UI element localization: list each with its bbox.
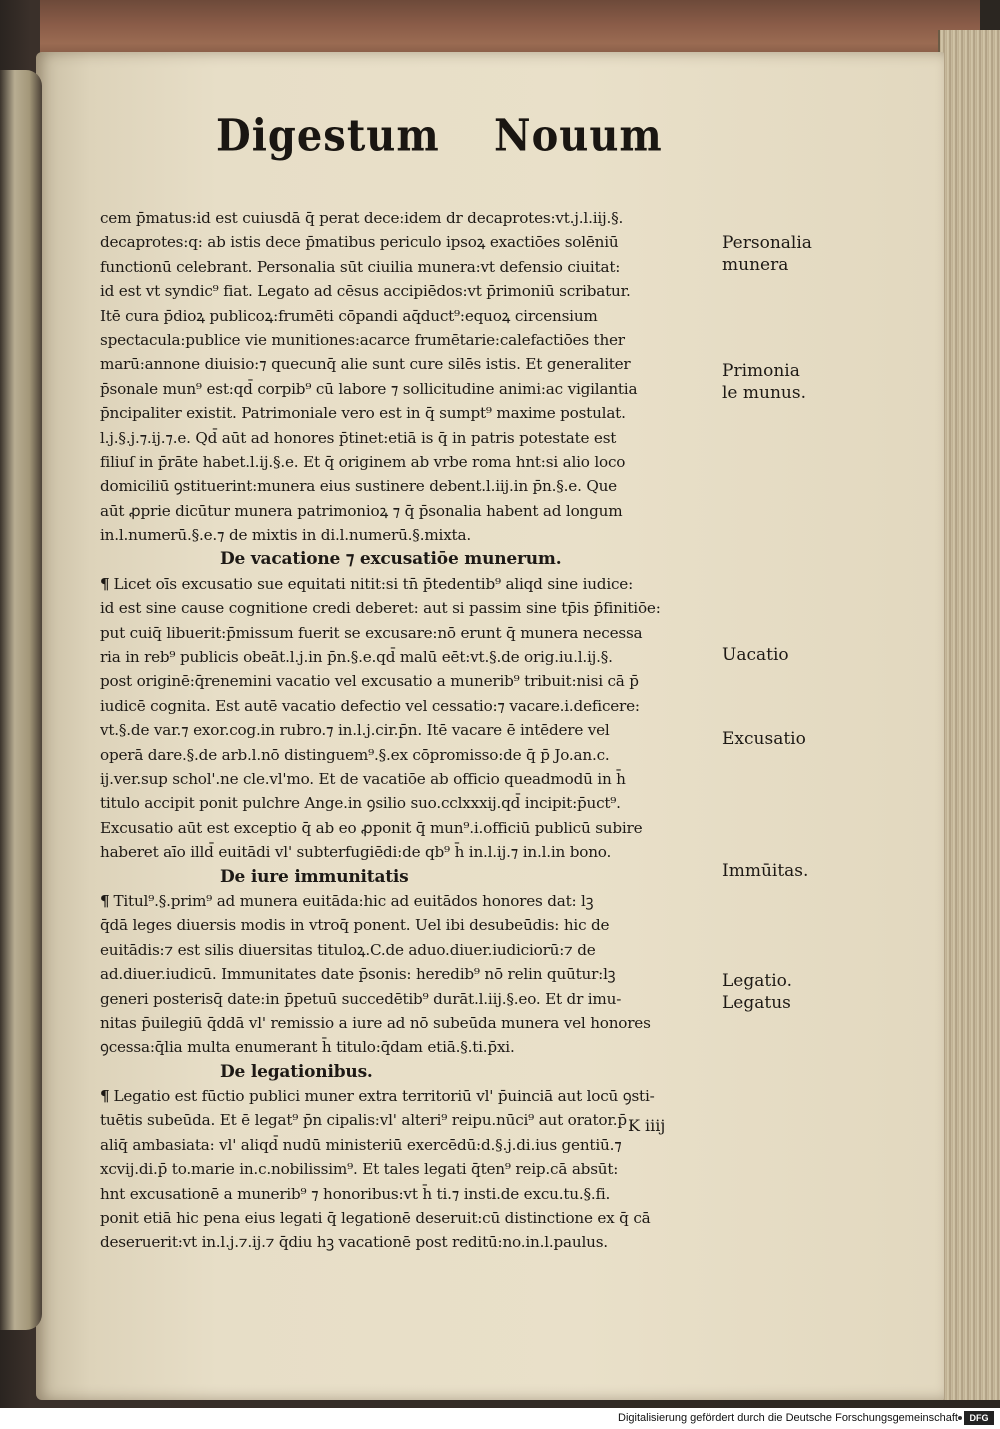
text-line: deseruerit:vt in.l.j.⁊.ij.⁊ q̄diu hꝫ vacationē post reditū:no.in.l.paulus. <box>100 1233 608 1252</box>
text-line: generi posterisq̄ date:in p̄petuū succedētib⁹ durāt.l.iij.§.eo. Et dr imu- <box>100 989 622 1008</box>
text-line: put cuiq̄ libuerit:p̄missum fuerit se excusare:nō erunt q̄ munera necessa <box>100 623 643 642</box>
section-heading: De vacatione ⁊ excusatiōe munerum. <box>220 549 562 570</box>
text-line: titulo accipit ponit pulchre Ange.in ꝯsilio suo.cclxxxij.qd̄ incipit:p̄uct⁹. <box>100 794 621 813</box>
margin-note-vacatio <box>722 644 789 666</box>
text-line: in.l.numerū.§.e.⁊ de mixtis in di.l.numerū.§.mixta. <box>100 526 471 545</box>
text-line: ¶ Titul⁹.§.prim⁹ ad munera euitāda:hic ad euitādos honores dat: lꝫ <box>100 889 720 913</box>
text-line: ¶ Legatio est fūctio publici muner extra territoriū vl' p̄uinciā aut locū ꝯsti- <box>100 1084 720 1108</box>
margin-note-excusatio <box>722 728 806 750</box>
text-line: xcvij.di.p̄ to.marie in.c.nobilissim⁹. Et tales legati q̄ten⁹ reip.cā absūt: <box>100 1160 619 1179</box>
text-line: nitas p̄uilegiū q̄ddā vl' remissio a iure ad nō subeūda munera vel honores <box>100 1013 651 1032</box>
text-line: ad.diuer.iudicū. Immunitates date p̄sonis: heredib⁹ nō relin quūtur:lꝫ <box>100 965 616 984</box>
text-line: spectacula:publice vie munitiones:acarce frumētarie:calefactiōes ther <box>100 330 625 349</box>
margin-note-text: Primonia le munus. <box>722 361 806 403</box>
margin-note-text: Legatio. Legatus <box>722 971 792 1013</box>
signature-mark: K iiij <box>628 1116 666 1135</box>
footer-credit: Digitalisierung gefördert durch die Deutsche Forschungsgemeinschaft <box>618 1412 958 1424</box>
text-line: ponit etiā hic pena eius legati q̄ legationē deseruit:cū distinctione ex q̄ cā <box>100 1209 651 1228</box>
text-line: Itē cura p̄dioꝝ publicoꝝ:frumēti cōpandi aq̄duct⁹:equoꝝ circensium <box>100 306 598 325</box>
text-line: vt.§.de var.⁊ exor.cog.in rubro.⁊ in.l.j.cir.p̄n. Itē vacare ē intēdere vel <box>100 721 610 740</box>
text-line: p̄ncipaliter existit. Patrimoniale vero est in q̄ sumpt⁹ maxime postulat. <box>100 404 626 423</box>
section-heading: De legationibus. <box>220 1061 373 1082</box>
margin-note-text: Excusatio <box>722 729 806 749</box>
text-line: cem p̄matus:id est cuiusdā q̄ perat dece:idem dr decaprotes:vt.j.l.iij.§. <box>100 209 624 227</box>
text-line: post originē:q̄renemini vacatio vel excusatio a munerib⁹ tribuit:nisi cā p̄ <box>100 672 639 691</box>
dfg-logo: DFG <box>964 1411 994 1425</box>
text-line: aliq̄ ambasiata: vl' aliqd̄ nudū ministeriū exercēdū:d.§.j.di.ius gentiū.⁊ <box>100 1135 622 1154</box>
margin-note-primonia <box>722 360 806 404</box>
text-line: iudicē cognita. Est autē vacatio defectio vel cessatio:⁊ vacare.i.deficere: <box>100 696 640 715</box>
text-line: domiciliū ꝯstituerint:munera eius sustinere debent.l.iij.in p̄n.§.e. Que <box>100 477 617 496</box>
text-line: decaprotes:q: ab istis dece p̄matibus periculo ipsoꝝ exactiōes solēniū <box>100 233 619 252</box>
text-line: filiuſ in p̄rāte habet.l.ij.§.e. Et q̄ originem ab vrbe roma hnt:si alio loco <box>100 452 626 471</box>
facing-page-gutter <box>0 70 42 1330</box>
text-line: marū:annone diuisio:⁊ quecunq̄ alie sunt cure silēs istis. Et generaliter <box>100 355 631 374</box>
text-line: q̄dā leges diuersis modis in vtroq̄ ponent. Uel ibi desubeūdis: hic de <box>100 916 610 935</box>
margin-note-immunitas <box>722 860 808 882</box>
section-heading: De iure immunitatis <box>220 866 409 887</box>
text-line: Excusatio aūt est exceptio q̄ ab eo ꝓponit q̄ mun⁹.i.officiū publicū subire <box>100 818 643 837</box>
page-stack-edge <box>938 30 1000 1400</box>
text-line: p̄sonale mun⁹ est:qd̄ corpib⁹ cū labore ⁊ sollicitudine animi:ac vigilantia <box>100 379 638 398</box>
margin-note-personalia <box>722 232 812 276</box>
margin-note-text: Immūitas. <box>722 861 809 881</box>
text-line: ij.ver.sup schol'.ne cle.vl'mo. Et de vacatiōe ab officio queadmodū in h̄ <box>100 769 626 788</box>
text-line: l.j.§.j.⁊.ij.⁊.e. Qd̄ aūt ad honores p̄tinet:etiā is q̄ in patris potestate est <box>100 428 617 447</box>
text-line: ria in reb⁹ publicis obeāt.l.j.in p̄n.§.e.qd̄ malū eēt:vt.§.de orig.iu.l.ij.§. <box>100 648 613 667</box>
text-line: id est vt syndic⁹ fiat. Legato ad cēsus accipiēdos:vt p̄rimoniū scribatur. <box>100 282 631 301</box>
text-line: operā dare.§.de arb.l.nō distinguem⁹.§.ex cōpromisso:de q̄ p̄ Jo.an.c. <box>100 745 610 764</box>
text-line: haberet aīo illd̄ euitādi vl' subterfugiēdi:de qb⁹ h̄ in.l.ij.⁊ in.l.in bono. <box>100 843 612 862</box>
text-line: id est sine cause cognitione credi deberet: aut si passim sine tp̄is p̄finitiōe: <box>100 599 661 618</box>
text-line: aūt ꝓprie dicūtur munera patrimonioꝝ ⁊ q̄ p̄sonalia habent ad longum <box>100 501 623 520</box>
footer-bar <box>0 1408 1000 1429</box>
logo-separator-icon <box>958 1416 962 1420</box>
text-line: ꝯcessa:q̄lia multa enumerant h̄ titulo:q̄dam etiā.§.ti.p̄xi. <box>100 1038 515 1057</box>
text-line: ¶ Licet oīs excusatio sue equitati nitit:si tn̄ p̄tedentib⁹ aliqd sine iudice: <box>100 572 720 596</box>
text-line: hnt excusationē a munerib⁹ ⁊ honoribus:vt h̄ ti.⁊ insti.de excu.tu.§.fi. <box>100 1184 611 1203</box>
margin-note-legatio <box>722 970 792 1014</box>
text-line: euitādis:⁊ est silis diuersitas tituloꝝ.C.de aduo.diuer.iudiciorū:⁊ de <box>100 940 596 959</box>
margin-note-text: Personalia munera <box>722 233 812 275</box>
text-line: tuētis subeūda. Et ē legat⁹ p̄n cipalis:vl' alteri⁹ reipu.nūci⁹ aut orator.p̄ <box>100 1111 627 1130</box>
text-line: functionū celebrant. Personalia sūt ciuilia munera:vt defensio ciuitat: <box>100 257 621 276</box>
margin-note-text: Uacatio <box>722 645 789 665</box>
running-head-right: Nouum <box>494 109 663 162</box>
running-head-left: Digestum <box>216 109 440 162</box>
body-text <box>100 206 720 1255</box>
